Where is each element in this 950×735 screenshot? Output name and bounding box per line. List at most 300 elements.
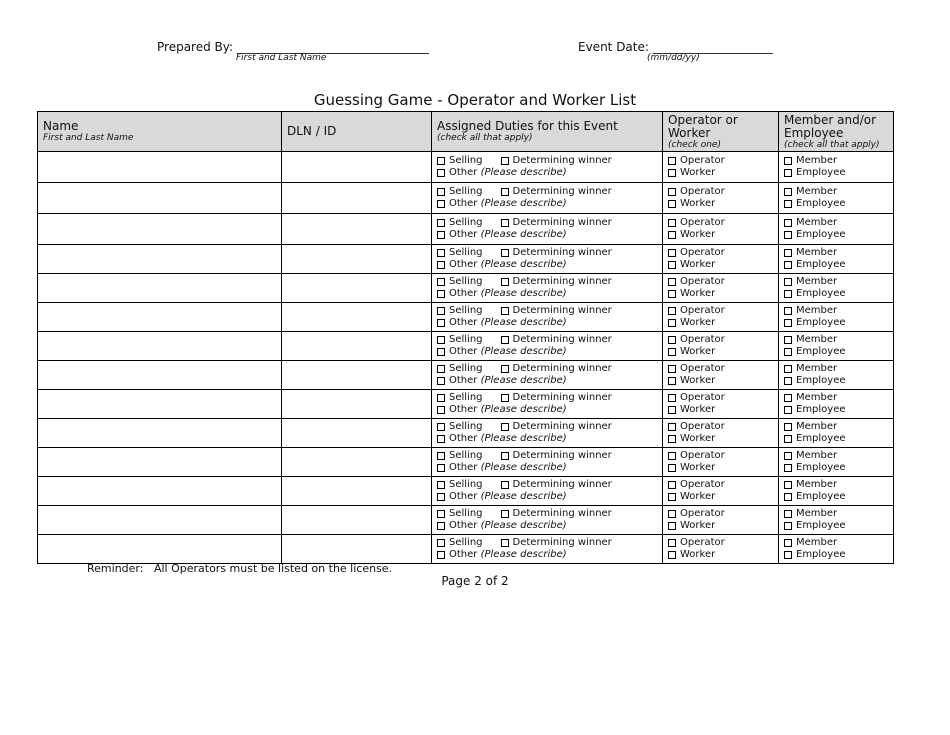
employee-label: Employee xyxy=(796,404,846,415)
membership-cell xyxy=(779,361,894,390)
determining-winner-label: Determining winner xyxy=(512,276,612,287)
other-label: Other xyxy=(449,491,478,502)
role-cell xyxy=(663,183,779,214)
selling-checkbox[interactable] xyxy=(437,452,445,460)
dln-cell[interactable] xyxy=(282,506,432,535)
page-number: Page 2 of 2 xyxy=(441,574,509,588)
other-label: Other xyxy=(449,317,478,328)
determining-winner-label: Determining winner xyxy=(512,508,612,519)
duties-cell xyxy=(432,303,663,332)
duties-cell xyxy=(432,390,663,419)
other-note: (Please describe) xyxy=(480,549,567,560)
member-checkbox[interactable] xyxy=(784,307,792,315)
worker-list-table xyxy=(37,111,894,564)
operator-label: Operator xyxy=(680,508,725,519)
duties-cell xyxy=(432,183,663,214)
other-note: (Please describe) xyxy=(480,317,567,328)
dln-cell[interactable] xyxy=(282,214,432,245)
determining-winner-checkbox[interactable] xyxy=(501,278,509,286)
determining-winner-checkbox[interactable] xyxy=(501,249,509,257)
employee-label: Employee xyxy=(796,520,846,531)
worker-checkbox[interactable] xyxy=(668,319,676,327)
name-cell[interactable] xyxy=(38,332,282,361)
selling-checkbox[interactable] xyxy=(437,336,445,344)
member-label: Member xyxy=(796,186,838,197)
name-cell[interactable] xyxy=(38,477,282,506)
role-cell xyxy=(663,477,779,506)
duties-cell xyxy=(432,274,663,303)
determining-winner-checkbox[interactable] xyxy=(501,423,509,431)
other-note: (Please describe) xyxy=(480,433,567,444)
member-checkbox[interactable] xyxy=(784,336,792,344)
worker-checkbox[interactable] xyxy=(668,522,676,530)
membership-cell xyxy=(779,214,894,245)
member-label: Member xyxy=(796,537,838,548)
other-label: Other xyxy=(449,259,478,270)
operator-label: Operator xyxy=(680,155,725,166)
determining-winner-label: Determining winner xyxy=(512,247,612,258)
employee-label: Employee xyxy=(796,375,846,386)
determining-winner-checkbox[interactable] xyxy=(501,539,509,547)
membership-cell xyxy=(779,448,894,477)
employee-label: Employee xyxy=(796,229,846,240)
dln-cell[interactable] xyxy=(282,303,432,332)
selling-checkbox[interactable] xyxy=(437,510,445,518)
operator-checkbox[interactable] xyxy=(668,481,676,489)
member-label: Member xyxy=(796,155,838,166)
selling-checkbox[interactable] xyxy=(437,219,445,227)
other-label: Other xyxy=(449,198,478,209)
operator-checkbox[interactable] xyxy=(668,539,676,547)
worker-label: Worker xyxy=(680,462,716,473)
role-cell xyxy=(663,506,779,535)
member-label: Member xyxy=(796,363,838,374)
member-label: Member xyxy=(796,334,838,345)
dln-cell[interactable] xyxy=(282,390,432,419)
worker-label: Worker xyxy=(680,198,716,209)
other-label: Other xyxy=(449,288,478,299)
determining-winner-checkbox[interactable] xyxy=(501,336,509,344)
other-label: Other xyxy=(449,433,478,444)
membership-cell xyxy=(779,390,894,419)
worker-checkbox[interactable] xyxy=(668,169,676,177)
event-date-sub: (mm/dd/yy) xyxy=(647,53,700,63)
table-row xyxy=(38,152,894,183)
name-cell[interactable] xyxy=(38,448,282,477)
employee-label: Employee xyxy=(796,491,846,502)
membership-cell xyxy=(779,332,894,361)
determining-winner-label: Determining winner xyxy=(512,186,612,197)
selling-checkbox[interactable] xyxy=(437,307,445,315)
membership-cell xyxy=(779,274,894,303)
table-row xyxy=(38,361,894,390)
employee-label: Employee xyxy=(796,462,846,473)
other-checkbox[interactable] xyxy=(437,169,445,177)
role-cell xyxy=(663,361,779,390)
dln-cell[interactable] xyxy=(282,245,432,274)
membership-cell xyxy=(779,535,894,564)
operator-checkbox[interactable] xyxy=(668,219,676,227)
employee-checkbox[interactable] xyxy=(784,290,792,298)
prepared-by-line[interactable]: ________________________________ xyxy=(236,40,429,54)
member-label: Member xyxy=(796,276,838,287)
member-checkbox[interactable] xyxy=(784,249,792,257)
member-label: Member xyxy=(796,392,838,403)
name-cell[interactable] xyxy=(38,303,282,332)
dln-cell[interactable] xyxy=(282,448,432,477)
member-checkbox[interactable] xyxy=(784,539,792,547)
selling-label: Selling xyxy=(449,508,483,519)
selling-checkbox[interactable] xyxy=(437,157,445,165)
worker-label: Worker xyxy=(680,229,716,240)
member-label: Member xyxy=(796,305,838,316)
operator-checkbox[interactable] xyxy=(668,452,676,460)
table-row xyxy=(38,506,894,535)
determining-winner-label: Determining winner xyxy=(512,450,612,461)
col-header-dln: DLN / ID xyxy=(282,112,432,152)
member-checkbox[interactable] xyxy=(784,481,792,489)
operator-label: Operator xyxy=(680,334,725,345)
table-row xyxy=(38,214,894,245)
membership-cell xyxy=(779,303,894,332)
role-cell xyxy=(663,274,779,303)
other-checkbox[interactable] xyxy=(437,377,445,385)
worker-label: Worker xyxy=(680,259,716,270)
prepared-by-label: Prepared By: xyxy=(157,40,234,54)
other-label: Other xyxy=(449,375,478,386)
worker-checkbox[interactable] xyxy=(668,464,676,472)
other-label: Other xyxy=(449,229,478,240)
other-note: (Please describe) xyxy=(480,346,567,357)
role-cell xyxy=(663,245,779,274)
duties-cell xyxy=(432,477,663,506)
other-note: (Please describe) xyxy=(480,288,567,299)
worker-checkbox[interactable] xyxy=(668,406,676,414)
operator-label: Operator xyxy=(680,305,725,316)
worker-checkbox[interactable] xyxy=(668,261,676,269)
determining-winner-label: Determining winner xyxy=(512,305,612,316)
duties-cell xyxy=(432,332,663,361)
dln-cell[interactable] xyxy=(282,477,432,506)
member-label: Member xyxy=(796,479,838,490)
member-label: Member xyxy=(796,508,838,519)
reminder-label: Reminder: xyxy=(87,562,144,575)
other-label: Other xyxy=(449,404,478,415)
duties-cell xyxy=(432,448,663,477)
membership-cell xyxy=(779,506,894,535)
selling-checkbox[interactable] xyxy=(437,394,445,402)
table-row xyxy=(38,477,894,506)
worker-label: Worker xyxy=(680,549,716,560)
worker-label: Worker xyxy=(680,404,716,415)
other-note: (Please describe) xyxy=(480,520,567,531)
selling-checkbox[interactable] xyxy=(437,365,445,373)
other-checkbox[interactable] xyxy=(437,406,445,414)
duties-cell xyxy=(432,152,663,183)
event-date xyxy=(578,40,773,63)
selling-label: Selling xyxy=(449,392,483,403)
role-cell xyxy=(663,419,779,448)
other-checkbox[interactable] xyxy=(437,200,445,208)
role-cell xyxy=(663,535,779,564)
operator-label: Operator xyxy=(680,421,725,432)
selling-label: Selling xyxy=(449,276,483,287)
member-label: Member xyxy=(796,421,838,432)
table-row xyxy=(38,274,894,303)
member-checkbox[interactable] xyxy=(784,365,792,373)
duties-cell xyxy=(432,361,663,390)
table-row xyxy=(38,419,894,448)
name-cell[interactable] xyxy=(38,535,282,564)
member-checkbox[interactable] xyxy=(784,452,792,460)
col-header-duties: Assigned Duties for this Event (check all that apply) xyxy=(432,112,663,152)
determining-winner-label: Determining winner xyxy=(512,334,612,345)
other-checkbox[interactable] xyxy=(437,435,445,443)
membership-cell xyxy=(779,477,894,506)
dln-cell[interactable] xyxy=(282,419,432,448)
prepared-by-sub: First and Last Name xyxy=(236,53,327,63)
other-note: (Please describe) xyxy=(480,259,567,270)
name-cell[interactable] xyxy=(38,361,282,390)
determining-winner-label: Determining winner xyxy=(512,363,612,374)
table-row xyxy=(38,390,894,419)
name-cell[interactable] xyxy=(38,214,282,245)
determining-winner-checkbox[interactable] xyxy=(501,157,509,165)
other-checkbox[interactable] xyxy=(437,261,445,269)
operator-checkbox[interactable] xyxy=(668,249,676,257)
other-checkbox[interactable] xyxy=(437,493,445,501)
role-cell xyxy=(663,390,779,419)
page-title: Guessing Game - Operator and Worker List xyxy=(313,91,637,109)
employee-checkbox[interactable] xyxy=(784,406,792,414)
selling-label: Selling xyxy=(449,155,483,166)
name-cell[interactable] xyxy=(38,390,282,419)
employee-label: Employee xyxy=(796,259,846,270)
determining-winner-checkbox[interactable] xyxy=(501,452,509,460)
employee-checkbox[interactable] xyxy=(784,319,792,327)
name-cell[interactable] xyxy=(38,245,282,274)
worker-checkbox[interactable] xyxy=(668,551,676,559)
selling-checkbox[interactable] xyxy=(437,423,445,431)
operator-label: Operator xyxy=(680,392,725,403)
determining-winner-label: Determining winner xyxy=(512,479,612,490)
other-checkbox[interactable] xyxy=(437,319,445,327)
selling-checkbox[interactable] xyxy=(437,539,445,547)
member-checkbox[interactable] xyxy=(784,394,792,402)
employee-checkbox[interactable] xyxy=(784,435,792,443)
selling-checkbox[interactable] xyxy=(437,481,445,489)
selling-label: Selling xyxy=(449,537,483,548)
worker-checkbox[interactable] xyxy=(668,200,676,208)
worker-label: Worker xyxy=(680,346,716,357)
employee-label: Employee xyxy=(796,433,846,444)
dln-cell[interactable] xyxy=(282,183,432,214)
employee-checkbox[interactable] xyxy=(784,261,792,269)
determining-winner-checkbox[interactable] xyxy=(501,307,509,315)
employee-label: Employee xyxy=(796,198,846,209)
other-label: Other xyxy=(449,167,478,178)
employee-checkbox[interactable] xyxy=(784,464,792,472)
role-cell xyxy=(663,332,779,361)
event-date-line[interactable]: ____________________ xyxy=(652,40,773,54)
selling-label: Selling xyxy=(449,363,483,374)
operator-label: Operator xyxy=(680,247,725,258)
worker-checkbox[interactable] xyxy=(668,348,676,356)
other-label: Other xyxy=(449,462,478,473)
name-cell[interactable] xyxy=(38,152,282,183)
member-checkbox[interactable] xyxy=(784,510,792,518)
operator-label: Operator xyxy=(680,537,725,548)
determining-winner-label: Determining winner xyxy=(512,537,612,548)
member-checkbox[interactable] xyxy=(784,219,792,227)
table-row xyxy=(38,332,894,361)
name-cell[interactable] xyxy=(38,274,282,303)
employee-checkbox[interactable] xyxy=(784,200,792,208)
dln-cell[interactable] xyxy=(282,361,432,390)
duties-cell xyxy=(432,506,663,535)
member-label: Member xyxy=(796,217,838,228)
duties-cell xyxy=(432,245,663,274)
membership-cell xyxy=(779,419,894,448)
selling-checkbox[interactable] xyxy=(437,188,445,196)
name-cell[interactable] xyxy=(38,183,282,214)
other-label: Other xyxy=(449,549,478,560)
operator-checkbox[interactable] xyxy=(668,307,676,315)
determining-winner-label: Determining winner xyxy=(512,392,612,403)
membership-cell xyxy=(779,183,894,214)
name-cell[interactable] xyxy=(38,419,282,448)
employee-checkbox[interactable] xyxy=(784,522,792,530)
other-note: (Please describe) xyxy=(480,229,567,240)
worker-label: Worker xyxy=(680,375,716,386)
worker-label: Worker xyxy=(680,167,716,178)
operator-label: Operator xyxy=(680,276,725,287)
other-note: (Please describe) xyxy=(480,375,567,386)
employee-label: Employee xyxy=(796,317,846,328)
worker-checkbox[interactable] xyxy=(668,290,676,298)
operator-checkbox[interactable] xyxy=(668,278,676,286)
operator-checkbox[interactable] xyxy=(668,157,676,165)
dln-cell[interactable] xyxy=(282,332,432,361)
table-header-row xyxy=(38,112,894,152)
other-checkbox[interactable] xyxy=(437,464,445,472)
selling-label: Selling xyxy=(449,421,483,432)
worker-checkbox[interactable] xyxy=(668,493,676,501)
worker-checkbox[interactable] xyxy=(668,377,676,385)
dln-cell[interactable] xyxy=(282,535,432,564)
role-cell xyxy=(663,214,779,245)
member-checkbox[interactable] xyxy=(784,423,792,431)
other-checkbox[interactable] xyxy=(437,522,445,530)
table-row xyxy=(38,448,894,477)
table-row xyxy=(38,303,894,332)
determining-winner-checkbox[interactable] xyxy=(501,481,509,489)
employee-checkbox[interactable] xyxy=(784,169,792,177)
employee-label: Employee xyxy=(796,167,846,178)
determining-winner-label: Determining winner xyxy=(512,421,612,432)
selling-label: Selling xyxy=(449,217,483,228)
worker-checkbox[interactable] xyxy=(668,231,676,239)
member-checkbox[interactable] xyxy=(784,188,792,196)
table-row xyxy=(38,245,894,274)
selling-checkbox[interactable] xyxy=(437,249,445,257)
employee-label: Employee xyxy=(796,549,846,560)
duties-cell xyxy=(432,535,663,564)
operator-checkbox[interactable] xyxy=(668,423,676,431)
other-checkbox[interactable] xyxy=(437,348,445,356)
other-note: (Please describe) xyxy=(480,167,567,178)
determining-winner-label: Determining winner xyxy=(512,155,612,166)
member-label: Member xyxy=(796,450,838,461)
selling-label: Selling xyxy=(449,450,483,461)
role-cell xyxy=(663,303,779,332)
reminder-text: All Operators must be listed on the license. xyxy=(153,562,393,575)
determining-winner-checkbox[interactable] xyxy=(501,510,509,518)
determining-winner-checkbox[interactable] xyxy=(501,365,509,373)
employee-checkbox[interactable] xyxy=(784,551,792,559)
determining-winner-checkbox[interactable] xyxy=(501,219,509,227)
member-checkbox[interactable] xyxy=(784,157,792,165)
duties-cell xyxy=(432,419,663,448)
col-header-membership: Member and/or Employee (check all that apply) xyxy=(779,112,894,152)
operator-label: Operator xyxy=(680,186,725,197)
selling-label: Selling xyxy=(449,305,483,316)
operator-checkbox[interactable] xyxy=(668,365,676,373)
operator-label: Operator xyxy=(680,479,725,490)
role-cell xyxy=(663,152,779,183)
determining-winner-checkbox[interactable] xyxy=(501,188,509,196)
operator-checkbox[interactable] xyxy=(668,336,676,344)
membership-cell xyxy=(779,152,894,183)
membership-cell xyxy=(779,245,894,274)
operator-checkbox[interactable] xyxy=(668,510,676,518)
determining-winner-checkbox[interactable] xyxy=(501,394,509,402)
col-header-name: Name First and Last Name xyxy=(38,112,282,152)
other-checkbox[interactable] xyxy=(437,231,445,239)
other-note: (Please describe) xyxy=(480,491,567,502)
selling-checkbox[interactable] xyxy=(437,278,445,286)
col-header-role: Operator or Worker (check one) xyxy=(663,112,779,152)
employee-checkbox[interactable] xyxy=(784,493,792,501)
employee-checkbox[interactable] xyxy=(784,231,792,239)
other-checkbox[interactable] xyxy=(437,551,445,559)
name-cell[interactable] xyxy=(38,506,282,535)
member-checkbox[interactable] xyxy=(784,278,792,286)
prepared-by xyxy=(157,40,429,63)
employee-checkbox[interactable] xyxy=(784,348,792,356)
employee-label: Employee xyxy=(796,346,846,357)
duties-cell xyxy=(432,214,663,245)
other-checkbox[interactable] xyxy=(437,290,445,298)
employee-checkbox[interactable] xyxy=(784,377,792,385)
dln-cell[interactable] xyxy=(282,152,432,183)
operator-checkbox[interactable] xyxy=(668,188,676,196)
selling-label: Selling xyxy=(449,334,483,345)
selling-label: Selling xyxy=(449,247,483,258)
operator-label: Operator xyxy=(680,363,725,374)
dln-cell[interactable] xyxy=(282,274,432,303)
selling-label: Selling xyxy=(449,186,483,197)
worker-checkbox[interactable] xyxy=(668,435,676,443)
other-note: (Please describe) xyxy=(480,462,567,473)
operator-label: Operator xyxy=(680,450,725,461)
operator-checkbox[interactable] xyxy=(668,394,676,402)
other-label: Other xyxy=(449,520,478,531)
role-cell xyxy=(663,448,779,477)
worker-label: Worker xyxy=(680,520,716,531)
worker-label: Worker xyxy=(680,433,716,444)
operator-label: Operator xyxy=(680,217,725,228)
